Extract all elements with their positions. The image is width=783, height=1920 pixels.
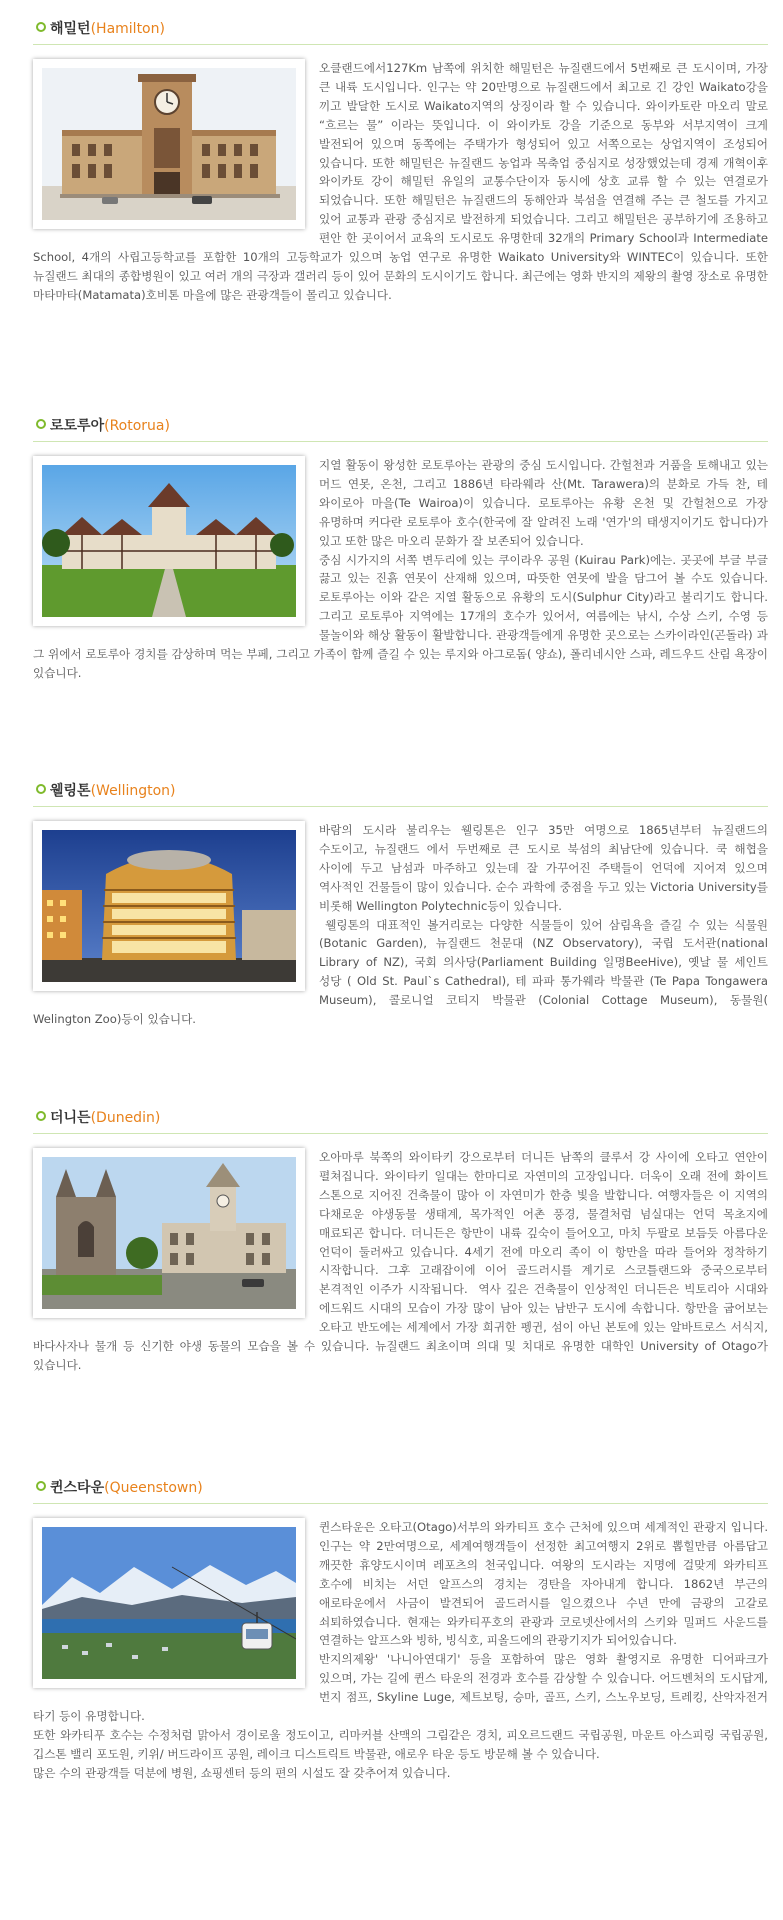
section-title: 퀸스타운(Queenstown): [50, 1480, 203, 1496]
dunedin-cathedral-photo: [33, 1148, 305, 1318]
section-hamilton: [33, 16, 768, 305]
paragraph: 반지의제왕' '나니아연대기' 등을 포함하여 많은 영화 촬영지로 유명한 디어파크가 있으며, 가는 길에 퀸스 타운의 전경과 호수를 감상할 수 있습니다. 어드벤처의 도시답게, 번지 점프, Skyline Luge, 제트보팅, 승마, 골프, 스키, 스노우보딩, 트레킹, 산악자전거 타기 등이 유명합니다.: [33, 1652, 768, 1724]
bullet-icon: [36, 22, 46, 32]
section-title: 해밀턴(Hamilton): [50, 21, 165, 37]
section-header: [33, 1475, 768, 1504]
section-rotorua: [33, 413, 768, 683]
section-title: 로토루아(Rotorua): [50, 418, 170, 434]
wellington-beehive-photo: [33, 821, 305, 991]
section-header: [33, 16, 768, 45]
bullet-icon: [36, 784, 46, 794]
bullet-icon: [36, 1481, 46, 1491]
paragraph: 오클랜드에서127Km 남쪽에 위치한 해밀턴은 뉴질랜드에서 5번째로 큰 도시이며, 가장 큰 내륙 도시입니다. 인구는 약 20만명으로 뉴질랜드에서 최고로 긴 강인 Waikato강을 끼고 발달한 도시로 Waikato지역의 상징이라 할 수 있습니다. 와이카토란 마오리 말로 “흐르는 물” 이라는 뜻입니다. 이 와이카토 강을 기준으로 동부와 서부지역이 크게 발전되어 있으며 동쪽에는 주택가가 형성되어 있고 서쪽으로는 상업지역이 조성되어 있습니다. 또한 해밀턴은 뉴질랜드 농업과 목축업 중심지로 성장했었는데 경제 개혁이후 와이카토 강이 해밀턴 유일의 교통수단이자 동시에 상호 교류 할 수 있는 연결로가 되었습니다. 또한 해밀턴은 뉴질랜드의 동해안과 북섬을 연결해 주는 큰 철도를 가지고 있어 교통과 관광 중심지로 발전하게 되었습니다. 그리고 해밀턴은 공부하기에 조용하고 편안 한 곳이어서 교육의 도시로도 유명한데 32개의 Primary School과 Intermediate School, 4개의 사립고등학교를 포함한 10개의 고등학교가 있으며 농업 연구로 유명한 Waikato University와 WINTEC이 있습니다. 또한 뉴질랜드 최대의 종합병원이 있고 여러 개의 극장과 갤러리 등이 있어 문화의 도시이기도 합니다. 최근에는 영화 반지의 제왕의 촬영 장소로 유명한 마타마타(Matamata)호비톤 마을에 많은 관광객들이 몰리고 있습니다.: [33, 61, 769, 302]
section-dunedin: [33, 1105, 768, 1375]
paragraph: 지열 활동이 왕성한 로토루아는 관광의 중심 도시입니다. 간헐천과 거품을 토해내고 있는 머드 연못, 온천, 그리고 1886년 타라웨라 산(Mt. Tarawera)의 분화로 가득 찬, 테 와이로아 마을(Te Wairoa)이 있습니다. 로토루아는 유황 온천 및 간헐천으로 가장 유명하며 커다란 로토루아 호수(한국에 잘 알려진 노래 '연가'의 태생지이기도 합니다)가 있고 또한 많은 마오리 문화가 잘 보존되어 있습니다.: [319, 458, 768, 548]
section-header: [33, 778, 768, 807]
queenstown-gondola-photo: [33, 1518, 305, 1688]
bullet-icon: [36, 419, 46, 429]
section-header: [33, 413, 768, 442]
paragraph: 많은 수의 관광객들 덕분에 병원, 쇼핑센터 등의 편의 시설도 잘 갖추어져 있습니다.: [33, 1765, 451, 1780]
hamilton-clocktower-photo: [33, 59, 305, 229]
paragraph: 오아마루 북쪽의 와이타키 강으로부터 더니든 남쪽의 클루서 강 사이에 오타고 연안이 펼쳐집니다. 와이타키 일대는 한마디로 자연미의 고장입니다. 더욱이 오래 전에 화이트 스톤으로 지어진 건축물이 많아 이 자연미가 한층 빛을 발합니다. 여행자들은 이 지역의 다채로운 야생동물 생태계, 목가적인 어촌 풍경, 물결처럼 넘실대는 언덕 목초지에 매료되곤 합니다. 더니든은 항만이 내륙 깊숙이 들어오고, 마치 두팔로 보듬듯 아름다운 언덕이 둘러싸고 있습니다. 4세기 전에 마오리 족이 이 항만을 따라 들어와 정착하기 시작합니다. 그후 고래잡이에 이어 골드러시를 계기로 스코틀랜드와 중국으로부터 본격적인 이주가 시작됩니다. 역사 깊은 건축물이 인상적인 더니든은 빅토리아 시대와 에드워드 시대의 모습이 가장 많이 남아 있는 남반구 도시에 속합니다. 항만을 굽어보는 오타고 반도에는 세계에서 가장 희귀한 펭귄, 섬이 아닌 본토에 있는 알바트로스 서식지, 바다사자나 물개 등 신기한 야생 동물의 모습을 볼 수 있습니다. 뉴질랜드 최초이며 의대 및 치대로 유명한 대학인 University of Otago가 있습니다.: [33, 1150, 768, 1372]
section-title: 웰링톤(Wellington): [50, 783, 176, 799]
paragraph: 웰링톤의 대표적인 볼거리로는 다양한 식물들이 있어 삼림욕을 즐길 수 있는 식물원(Botanic Garden), 뉴질랜드 천문대 (NZ Observatory), 국립 도서관(national Library of NZ), 국회 의사당(Parliament Building 일명BeeHive), 옛날 물 세인트 성당 ( Old St. Paul`s Cathedral), 테 파파 통가웨라 박물관 (Te Papa Tongawera Museum), 콜로니얼 코티지 박물관 (Colonial Cottage Museum), 동물원( Welington Zoo)등이 있습니다.: [33, 917, 768, 1027]
section-title: 더니든(Dunedin): [50, 1110, 161, 1126]
paragraph: 바람의 도시라 불리우는 웰링톤은 인구 35만 여명으로 1865년부터 뉴질랜드의 수도이고, 뉴질랜드 에서 두번째로 큰 도시로 북섬의 최남단에 있습니다. 쿡 해협을 사이에 두고 남섬과 마주하고 있는데 잘 가꾸어진 주택들이 언덕에 지어져 있으며 역사적인 건물들이 많이 있습니다. 순수 과학에 중점을 두고 있는 Victoria University를 비롯해 Wellington Polytechnic등이 있습니다.: [319, 823, 768, 913]
section-wellington: [33, 778, 768, 1029]
section-header: [33, 1105, 768, 1134]
section-queenstown: [33, 1475, 768, 1783]
paragraph: 중심 시가지의 서쪽 변두리에 있는 쿠이라우 공원 (Kuirau Park)에는. 곳곳에 부글 부글 끓고 있는 진흙 연못이 산재해 있으며, 따뜻한 연못에 발을 담그어 볼 수도 있습니다. 로토루아는 이와 같은 지열 활동으로 유황의 도시(Sulphur City)라고 불리기도 합니다. 그리고 로토루아 지역에는 17개의 호수가 있어서, 여름에는 낚시, 수상 스키, 수영 등 물놀이와 해상 활동이 활발합니다. 관광객들에게 유명한 곳으로는 스카이라인(곤돌라) 과 그 위에서 로토루아 경치를 감상하며 먹는 부페, 그리고 가족이 함께 즐길 수 있는 루지와 아그로돔( 양쇼), 폴리네시안 스파, 레드우드 산림 욕장이 있습니다.: [33, 552, 768, 680]
paragraph: 퀸스타운은 오타고(Otago)서부의 와카티프 호수 근처에 있으며 세계적인 관광지 입니다. 인구는 약 2만여명으로, 세계여행객들이 선정한 최고여행지 2위로 뽑힐만큼 아름답고 깨끗한 휴양도시이며 레포츠의 천국입니다. 여왕의 도시라는 지명에 걸맞게 와카티프 호수에 비치는 서던 알프스의 경치는 경탄을 자아내게 합니다. 1862년 부근의 애로타운에서 사금이 발견되어 골드러시를 일으켰으나 수년 만에 금광의 고갈로 쇠퇴하였습니다. 현재는 와카티푸호의 관광과 코로넷산에서의 스키와 밀퍼드 사운드를 연결하는 알프스와 빙하, 빙식호, 피올드에의 관광기지가 되어있습니다.: [319, 1520, 768, 1648]
paragraph: 또한 와카티푸 호수는 수정처럼 맑아서 경이로울 정도이고, 리마커블 산맥의 그림같은 경치, 피오르드랜드 국립공원, 마운트 아스피링 국립공원, 깁스톤 밸리 포도원, 키위/ 버드라이프 공원, 레이크 디스트릭트 박물관, 애로우 타운 등도 방문해 볼 수 있습니다.: [33, 1727, 768, 1761]
rotorua-bathhouse-photo: [33, 456, 305, 626]
bullet-icon: [36, 1111, 46, 1121]
